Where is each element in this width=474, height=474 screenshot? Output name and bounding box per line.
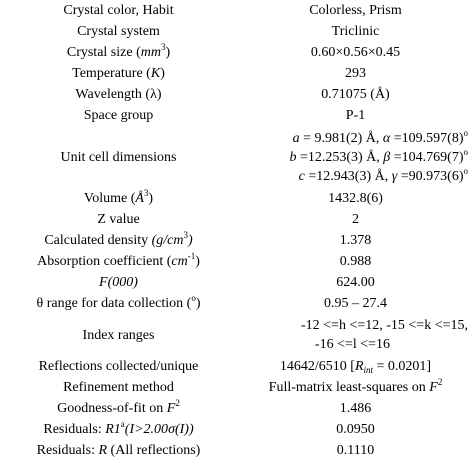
row-value: 0.1110	[336, 443, 375, 458]
row-label: Calculated density $(g/cm^3)$	[44, 230, 193, 248]
label-text-end: )	[165, 45, 171, 60]
label-text-end: )	[160, 66, 165, 81]
row-label	[0, 63, 237, 84]
row-value: 0.988	[339, 254, 372, 269]
table-row	[0, 251, 474, 272]
row-label: Unit cell dimensions	[60, 149, 177, 165]
unit-cell-values	[237, 126, 474, 188]
table-row	[0, 356, 474, 377]
row-label: θ range for data collection ($^o$)	[36, 293, 201, 311]
row-label: Residuals: $R1^a(I>2.00\sigma(I))$	[43, 419, 194, 437]
row-value: 293	[345, 66, 366, 81]
label-unit: mm	[140, 45, 161, 60]
row-value: Triclinic	[331, 24, 380, 39]
row-value: Full-matrix least-squares on $F^2$	[268, 377, 443, 395]
row-label: Index ranges	[82, 327, 155, 343]
table-row	[0, 42, 474, 63]
row-value: 1.486	[339, 401, 372, 416]
table-row	[0, 126, 474, 188]
row-value: 14642/6510 $[R_{int} = 0.0201]$	[279, 359, 432, 375]
row-label: Goodness-of-fit on $F^2$	[57, 398, 180, 416]
row-value: 0.71075 (Å)	[321, 87, 390, 102]
table-row	[0, 293, 474, 314]
row-label: Wavelength (λ)	[75, 87, 162, 102]
table-row	[0, 21, 474, 42]
unit-cell-line-c: c =12.943(3) Å, $\gamma =90.973(6)^o$	[298, 165, 468, 184]
table-row	[0, 188, 474, 209]
row-label: Absorption coefficient $(cm^{-1})$	[37, 251, 200, 269]
table-row	[0, 398, 474, 419]
table-row	[0, 314, 474, 356]
label-text: Temperature (	[72, 66, 151, 81]
row-label: Crystal system	[77, 24, 160, 39]
row-value: Colorless, Prism	[309, 3, 402, 18]
row-value: P-1	[345, 108, 366, 123]
row-label: Reflections collected/unique	[38, 359, 199, 374]
table-row	[0, 84, 474, 105]
row-label: F(000)	[99, 275, 138, 290]
label-unit: K	[150, 66, 161, 81]
table-row	[0, 0, 474, 21]
row-label: Z value	[97, 212, 140, 227]
row-value: 0.0950	[336, 422, 375, 437]
table-row	[0, 440, 474, 461]
table-row	[0, 230, 474, 251]
row-label: Residuals: R (All reflections)	[36, 443, 201, 458]
row-value: 1432.8(6)	[328, 191, 383, 206]
table-row	[0, 377, 474, 398]
label-superscript: 3	[160, 42, 166, 52]
row-label	[0, 42, 237, 63]
row-value: 2	[352, 212, 359, 227]
unit-cell-line-b: b =12.253(3) Å, $\beta =104.769(7)^o$	[289, 146, 468, 165]
index-range-values	[237, 314, 474, 356]
unit-cell-line-a: a = 9.981(2) Å, $\alpha =109.597(8)^o$	[292, 127, 468, 146]
row-value: 0.95 – 27.4	[324, 296, 387, 311]
row-label: Refinement method	[63, 380, 174, 395]
row-value: 0.60×0.56×0.45	[310, 45, 401, 60]
row-value: 1.378	[339, 233, 372, 248]
table-row	[0, 209, 474, 230]
table-row	[0, 419, 474, 440]
label-text: Crystal size (	[66, 45, 141, 60]
row-label: Crystal color, Habit	[63, 3, 174, 18]
table-row	[0, 63, 474, 84]
row-label: Space group	[83, 108, 154, 123]
table-row	[0, 272, 474, 293]
index-range-line-1: -12 <=h <=12, -15 <=k <=15,	[301, 318, 468, 333]
index-range-line-2: -16 <=l <=16	[314, 337, 391, 352]
row-value: 624.00	[336, 275, 375, 290]
row-label: Volume $(Å^3)$	[83, 188, 154, 206]
table-row	[0, 105, 474, 126]
